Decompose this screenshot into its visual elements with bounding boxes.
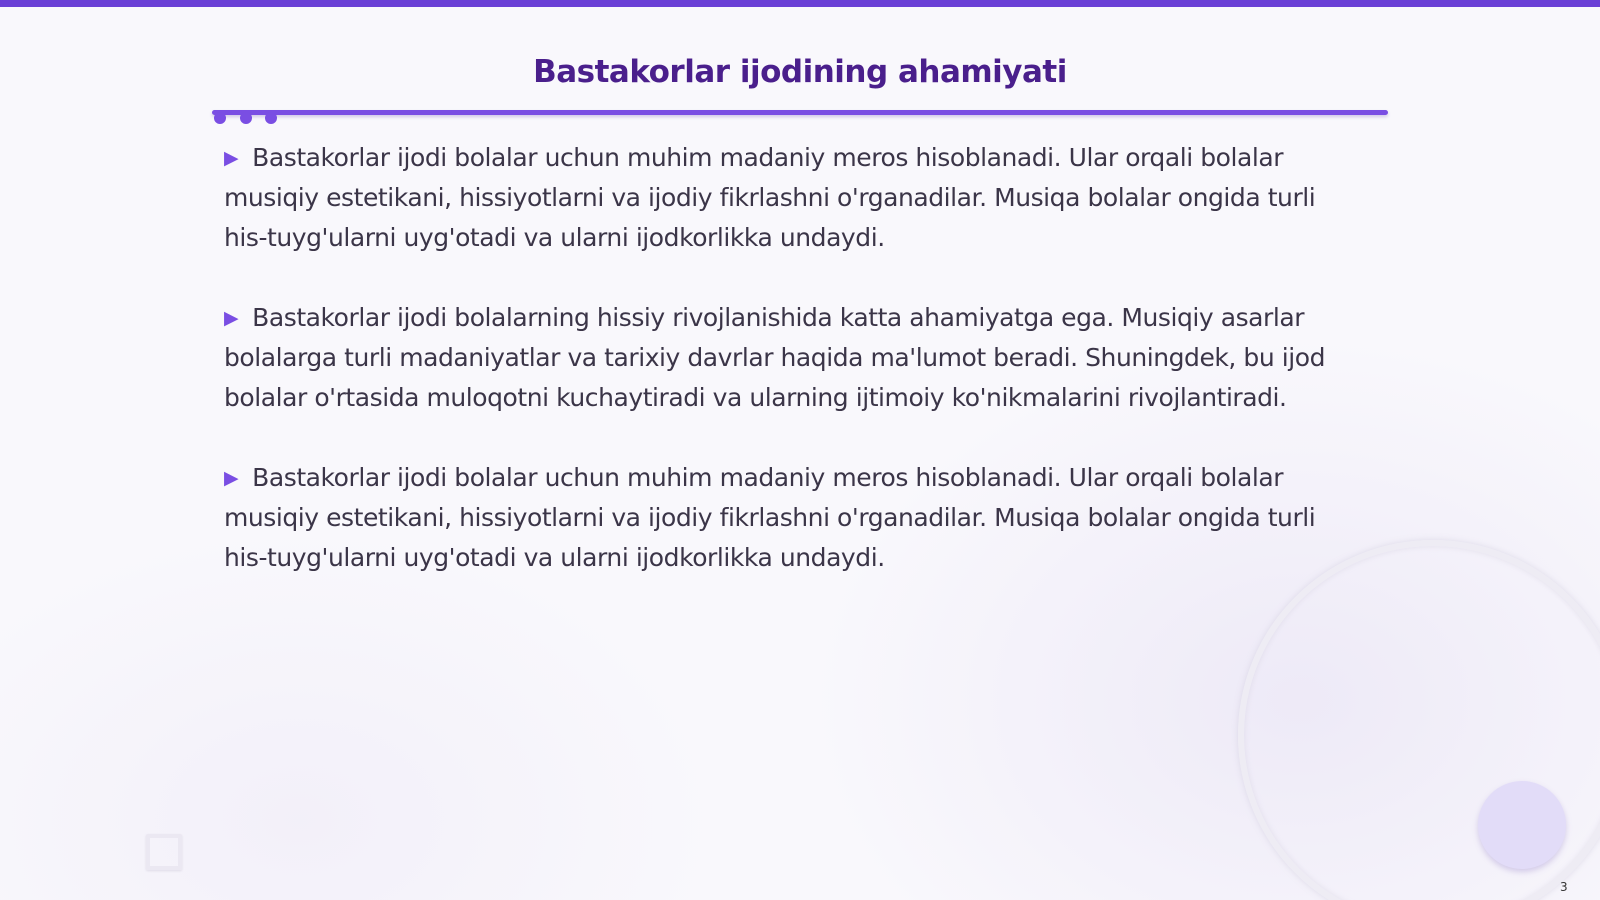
title-underline <box>212 110 1388 115</box>
bullet-paragraph[interactable] <box>224 458 1336 578</box>
underline-dot <box>240 112 252 124</box>
triangle-right-icon: ▶ <box>224 307 239 329</box>
page-number: 3 <box>1560 880 1568 894</box>
underline-dot <box>265 112 277 124</box>
top-accent-bar <box>0 0 1600 7</box>
decorative-disc <box>1478 781 1566 869</box>
triangle-right-icon: ▶ <box>224 147 239 169</box>
paragraph-text: Bastakorlar ijodi bolalarning hissiy rivojlanishida katta ahamiyatga ega. Musiqiy asarlar bolalarga turli madaniyatlar va tarixiy davrlar haqida ma'lumot beradi. Shuningdek, bu ijod bolalar o'rtasida muloqotni kuchaytiradi va ularning ijtimoiy ko'nikmalarini rivojlantiradi. <box>224 303 1325 412</box>
decorative-square <box>146 834 182 870</box>
bullet-paragraph[interactable] <box>224 138 1336 258</box>
paragraph-text: Bastakorlar ijodi bolalar uchun muhim madaniy meros hisoblanadi. Ular orqali bolalar musiqiy estetikani, hissiyotlarni va ijodiy fikrlashni o'rganadilar. Musiqa bolalar ongida turli his-tuyg'ularni uyg'otadi va ularni ijodkorlikka undaydi. <box>224 463 1316 572</box>
underline-dot <box>214 112 226 124</box>
bullet-paragraph[interactable] <box>224 298 1336 418</box>
paragraph-text: Bastakorlar ijodi bolalar uchun muhim madaniy meros hisoblanadi. Ular orqali bolalar musiqiy estetikani, hissiyotlarni va ijodiy fikrlashni o'rganadilar. Musiqa bolalar ongida turli his-tuyg'ularni uyg'otadi va ularni ijodkorlikka undaydi. <box>224 143 1316 252</box>
body-content <box>224 138 1336 618</box>
triangle-right-icon: ▶ <box>224 467 239 489</box>
slide-title[interactable]: Bastakorlar ijodining ahamiyati <box>533 54 1067 90</box>
